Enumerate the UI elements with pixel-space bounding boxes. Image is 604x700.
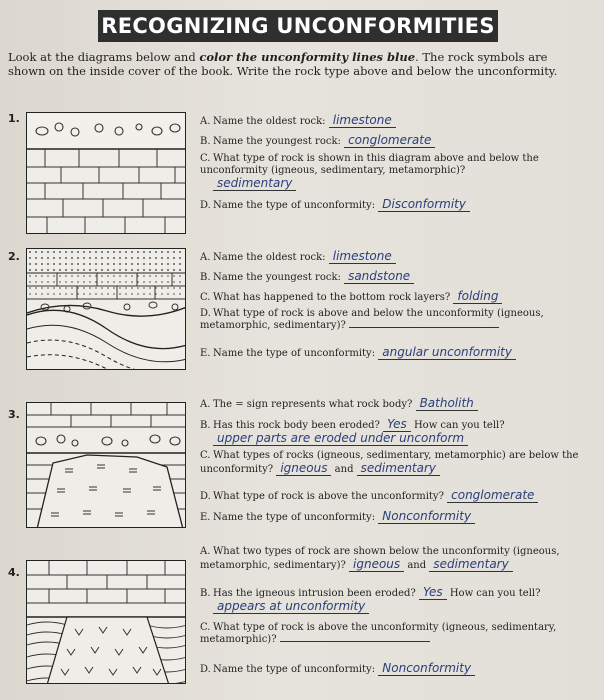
problem-4-question-d: [200, 662, 590, 676]
problem-2-question-e: [200, 346, 590, 360]
question-text: Name the type of unconformity:: [213, 664, 376, 675]
question-text: What two types of rock are shown below the unconformity (igneous, metamorphic, sedimentary)?: [200, 546, 560, 571]
answer-field[interactable]: igneous: [276, 461, 331, 476]
instructions-part-1: Look at the diagrams below and: [8, 50, 200, 64]
problem-4-question-a: [200, 546, 585, 572]
instructions: [8, 50, 568, 78]
answer-field[interactable]: Nonconformity: [378, 509, 475, 524]
answer-field[interactable]: conglomerate: [447, 488, 538, 503]
question-text: Name the youngest rock:: [213, 136, 341, 147]
problem-4-number: 4.: [8, 566, 20, 579]
answer-field[interactable]: limestone: [329, 113, 396, 128]
answer-field[interactable]: sandstone: [344, 269, 414, 284]
question-letter: A.: [200, 546, 211, 557]
answer-field-2[interactable]: upper parts are eroded under unconform: [213, 431, 468, 446]
problem-1-number: 1.: [8, 112, 20, 125]
question-letter: C.: [200, 292, 211, 303]
answer-field[interactable]: Disconformity: [378, 197, 470, 212]
question-and: and: [407, 560, 427, 571]
question-letter: D.: [200, 491, 211, 502]
question-text: Has this rock body been eroded?: [213, 420, 380, 431]
question-letter: C.: [200, 450, 211, 461]
diagram-1-layers: [27, 113, 186, 234]
problem-1-question-d: [200, 198, 590, 212]
problem-3-question-a: [200, 397, 590, 411]
problem-3-question-e: [200, 510, 590, 524]
answer-field[interactable]: angular unconformity: [378, 345, 516, 360]
question-subtext: How can you tell?: [449, 588, 541, 599]
instructions-part-2: . The rock symbols are shown on the inside cover of the book. Write the rock type above and below the unconformity.: [8, 50, 558, 78]
answer-field[interactable]: Yes: [383, 417, 411, 432]
question-letter: D.: [200, 664, 211, 675]
question-text: What type of rock is above and below the unconformity (igneous, metamorphic, sedimentary)?: [200, 308, 544, 331]
question-letter: B.: [200, 588, 211, 599]
answer-field[interactable]: conglomerate: [344, 133, 435, 148]
answer-field[interactable]: Nonconformity: [378, 661, 475, 676]
question-text: Name the type of unconformity:: [213, 200, 376, 211]
question-letter: C.: [200, 153, 211, 164]
diagram-3-layers: [27, 403, 186, 528]
question-letter: A.: [200, 252, 211, 263]
question-letter: B.: [200, 272, 211, 283]
answer-field[interactable]: folding: [453, 289, 502, 304]
problem-1-question-b: [200, 134, 590, 148]
problem-1-question-c: [200, 153, 565, 191]
question-text: What type of rock is above the unconformity (igneous, sedimentary, metamorphic)?: [200, 622, 557, 645]
diagram-4-layers: [27, 561, 186, 684]
problem-2-question-a: [200, 250, 590, 264]
question-letter: A.: [200, 399, 211, 410]
answer-field[interactable]: Batholith: [416, 396, 478, 411]
question-text: Has the igneous intrusion been eroded?: [213, 588, 416, 599]
question-text: Name the youngest rock:: [213, 272, 341, 283]
problem-2-diagram: [26, 248, 186, 370]
question-text: Name the type of unconformity:: [213, 348, 376, 359]
question-subtext: How can you tell?: [413, 420, 505, 431]
question-letter: E.: [200, 512, 211, 523]
problem-2-question-c: [200, 290, 590, 304]
problem-2-question-d: [200, 308, 580, 332]
question-letter: B.: [200, 136, 211, 147]
question-letter: B.: [200, 420, 211, 431]
problem-4-diagram: [26, 560, 186, 684]
problem-3-number: 3.: [8, 408, 20, 421]
question-text: Name the oldest rock:: [213, 252, 326, 263]
question-text: What types of rocks (igneous, sedimentary, metamorphic) are below the unconformity?: [200, 450, 579, 475]
answer-field[interactable]: limestone: [329, 249, 396, 264]
answer-field[interactable]: igneous: [349, 557, 404, 572]
question-and: and: [334, 464, 354, 475]
question-letter: A.: [200, 116, 211, 127]
question-text: Name the type of unconformity:: [213, 512, 376, 523]
question-text: What type of rock is shown in this diagram above and below the unconformity (igneous, sedimentary, metamorphic)?: [200, 153, 539, 176]
question-text: What has happened to the bottom rock layers?: [213, 292, 451, 303]
question-text: The = sign represents what rock body?: [213, 399, 413, 410]
question-text: What type of rock is above the unconformity?: [213, 491, 444, 502]
problem-2-question-b: [200, 270, 590, 284]
problem-1-question-a: [200, 114, 590, 128]
worksheet-title: RECOGNIZING UNCONFORMITIES: [98, 10, 498, 42]
answer-field-2[interactable]: appears at unconformity: [213, 599, 369, 614]
problem-1-diagram: [26, 112, 186, 234]
problem-3-question-b: [200, 418, 590, 446]
question-letter: D.: [200, 308, 211, 319]
answer-field[interactable]: [280, 641, 430, 642]
question-text: Name the oldest rock:: [213, 116, 326, 127]
problem-3-question-c: [200, 450, 585, 476]
question-letter: E.: [200, 348, 211, 359]
answer-field[interactable]: [349, 327, 499, 328]
problem-4-question-c: [200, 622, 585, 646]
problem-3-question-d: [200, 489, 590, 503]
problem-4-question-b: [200, 586, 590, 614]
problem-3-diagram: [26, 402, 186, 528]
question-letter: D.: [200, 200, 211, 211]
answer-field-2[interactable]: sedimentary: [357, 461, 440, 476]
answer-field[interactable]: Yes: [419, 585, 447, 600]
instructions-emphasis: color the unconformity lines blue: [199, 50, 416, 64]
answer-field[interactable]: sedimentary: [213, 176, 296, 191]
question-letter: C.: [200, 622, 211, 633]
diagram-2-layers: [27, 249, 186, 370]
answer-field-2[interactable]: sedimentary: [429, 557, 512, 572]
problem-2-number: 2.: [8, 250, 20, 263]
